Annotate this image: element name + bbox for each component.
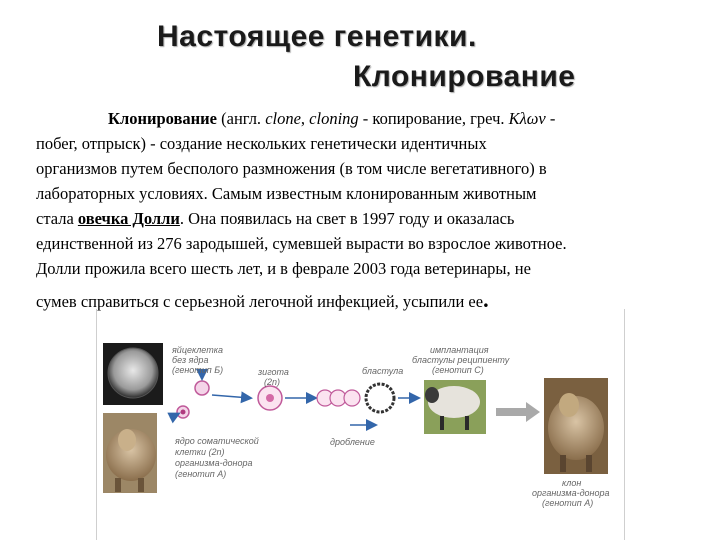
- paragraph-line-6: единственной из 276 зародышей, сумевшей вырасти во взрослое животное.: [36, 234, 567, 253]
- clone-sheep-photo: [544, 378, 608, 474]
- clone-label-1: клон: [562, 478, 582, 488]
- paragraph-line-3: организмов путем бесполого размножения (в том числе вегетативного) в: [36, 159, 547, 178]
- term-cloning: Клонирование: [108, 109, 217, 128]
- egg-label-2: без ядра: [172, 355, 209, 365]
- somatic-label-4: (генотип А): [175, 469, 227, 479]
- blastula-cell: [366, 384, 394, 412]
- egg-label-3: (генотип Б): [172, 365, 224, 375]
- nucleus-arrow: [170, 414, 178, 418]
- somatic-label-3: организма-донора: [175, 458, 253, 468]
- enucleated-egg-circle: [195, 381, 209, 395]
- paragraph-line-8: сумев справиться с серьезной легочной инфекцией, усыпили ее.: [36, 287, 489, 312]
- paragraph-line-5: стала овечка Долли. Она появилась на свет в 1997 году и оказалась: [36, 209, 515, 228]
- implant-label-2: бластулы реципиенту: [412, 355, 510, 365]
- clone-label-2: организма-донора: [532, 488, 610, 498]
- somatic-label-2: клетки (2n): [175, 447, 225, 457]
- paragraph-line-1: Клонирование (англ. clone, cloning - копирование, греч. Κλων -: [108, 109, 556, 128]
- egg-cell-photo: [103, 343, 163, 405]
- zygote-cell: [258, 386, 282, 410]
- title-line-1: Настоящее генетики.: [157, 20, 477, 53]
- implant-label-1: имплантация: [430, 345, 489, 355]
- somatic-nucleus-circle: [177, 406, 189, 418]
- cleavage-stage-2: [330, 390, 360, 406]
- donor-sheep-photo: [103, 413, 157, 493]
- cleavage-label: дробление: [330, 437, 375, 447]
- paragraph-line-2: побег, отпрыск) - создание нескольких генетически идентичных: [36, 134, 487, 153]
- zygote-label-1: зигота: [258, 367, 289, 377]
- egg-label-1: яйцеклетка: [172, 345, 223, 355]
- title-line-2: Клонирование: [353, 60, 576, 93]
- blastula-label: бластула: [362, 366, 404, 376]
- result-arrow: [496, 402, 540, 422]
- paragraph-line-7: Долли прожила всего шесть лет, и в феврале 2003 года ветеринары, не: [36, 259, 531, 278]
- clone-label-3: (генотип А): [542, 498, 594, 508]
- recipient-sheep-photo: [424, 380, 486, 434]
- fusion-arrow: [212, 395, 250, 398]
- implant-label-3: (генотип С): [432, 365, 484, 375]
- dolly-link[interactable]: овечка Долли: [77, 209, 180, 228]
- somatic-label-1: ядро соматической: [175, 436, 259, 446]
- zygote-label-2: (2n): [264, 377, 281, 387]
- paragraph-line-4: лабораторных условиях. Самым известным клонированным животным: [36, 184, 537, 203]
